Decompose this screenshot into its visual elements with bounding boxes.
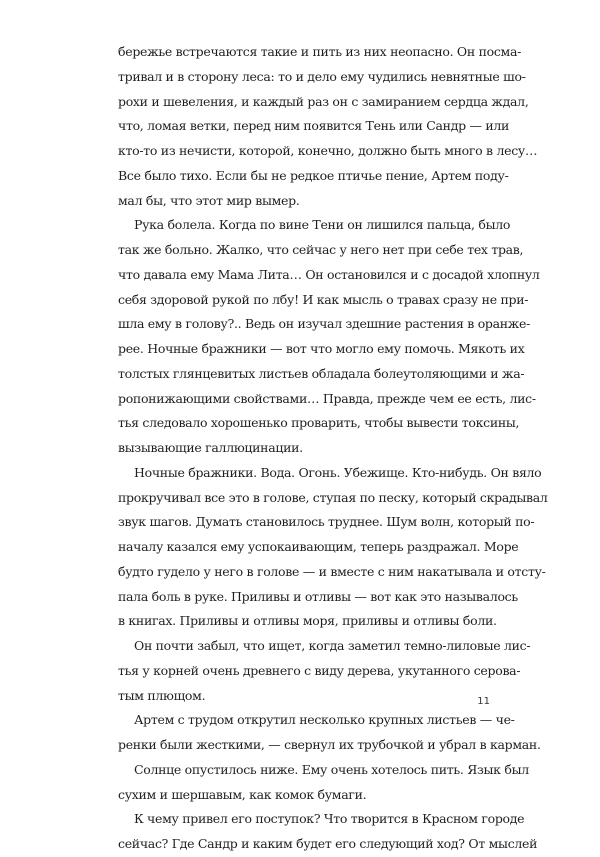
text-line: тым плющом.: [118, 687, 206, 703]
text-line: звук шагов. Думать становилось труднее. Шум волн, который по-: [118, 514, 535, 530]
text-line: Ночные бражники. Вода. Огонь. Убежище. Кто-нибудь. Он вяло: [134, 464, 542, 480]
text-line: Артем с трудом открутил несколько крупных листьев — че-: [134, 712, 515, 728]
text-line: ренки были жесткими, — свернул их трубочкой и убрал в карман.: [118, 737, 541, 752]
text-line: Солнце опустилось ниже. Ему очень хотелось пить. Язык был: [134, 761, 529, 777]
text-line: себя здоровой рукой по лбу! И как мысль о травах сразу не при-: [118, 291, 529, 307]
text-line: в книгах. Приливы и отливы моря, приливы и отливы боли.: [118, 613, 497, 629]
text-line: рохи и шевеления, и каждый раз он с замиранием сердца ждал,: [118, 93, 529, 109]
body-text: [118, 40, 548, 857]
text-line: что давала ему Мама Лита… Он остановился и с досадой хлопнул: [118, 266, 540, 282]
text-line: кто-то из нечисти, которой, конечно, должно быть много в лесу…: [118, 143, 538, 158]
text-line: вызывающие галлюцинации.: [118, 440, 303, 455]
text-line: шла ему в голову?.. Ведь он изучал здешние растения в оранже-: [118, 316, 531, 332]
text-line: прокручивал все это в голове, ступая по песку, который скрадывал: [118, 489, 548, 505]
text-line: Все было тихо. Если бы не редкое птичье пение, Артем поду-: [118, 167, 509, 183]
text-line: сейчас? Где Сандр и каким будет его следующий ход? От мыслей: [118, 836, 538, 851]
text-line: мал бы, что этот мир вымер.: [118, 192, 300, 208]
text-line: Он почти забыл, что ищет, когда заметил темно-лиловые лис-: [134, 638, 531, 653]
text-line: пала боль в руке. Приливы и отливы — вот как это называлось: [118, 588, 518, 604]
text-line: началу казался ему успокаивающим, теперь раздражал. Море: [118, 539, 519, 554]
text-line: сухим и шершавым, как комок бумаги.: [118, 786, 367, 802]
text-line: тья следовало хорошенько проварить, чтобы вывести токсины,: [118, 415, 520, 431]
text-line: что, ломая ветки, перед ним появится Тень или Сандр — или: [118, 118, 510, 134]
page-number: 11: [477, 696, 490, 707]
text-line: тья у корней очень древнего с виду дерева, укутанного серова-: [118, 662, 521, 678]
text-line: так же больно. Жалко, что сейчас у него нет при себе тех трав,: [118, 242, 524, 257]
text-line: тривал и в сторону леса: то и дело ему чудились невнятные шо-: [118, 68, 526, 84]
text-line: будто гудело у него в голове — и вместе с ним накатывала и отсту-: [118, 563, 546, 579]
text-line: К чему привел его поступок? Что творится в Красном городе: [134, 811, 525, 827]
text-line: рее. Ночные бражники — вот что могло ему помочь. Мякоть их: [118, 341, 525, 356]
text-line: бережье встречаются такие и пить из них неопасно. Он посма-: [118, 44, 522, 59]
text-line: Рука болела. Когда по вине Тени он лишился пальца, было: [134, 217, 511, 233]
text-line: ропонижающими свойствами… Правда, прежде чем ее есть, лис-: [118, 390, 536, 406]
text-line: толстых глянцевитых листьев обладала болеутоляющими и жа-: [118, 365, 525, 381]
